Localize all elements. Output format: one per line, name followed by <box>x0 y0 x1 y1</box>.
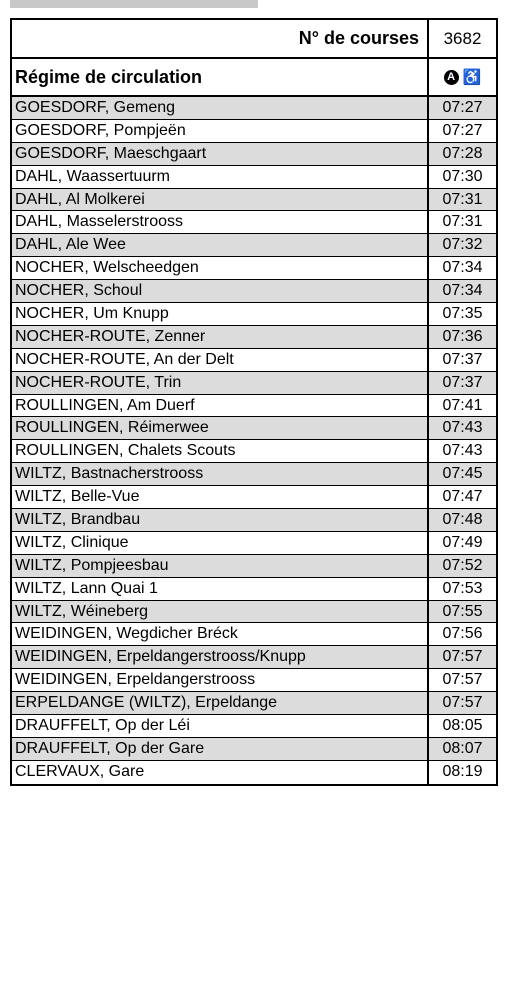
table-row <box>12 395 496 418</box>
stop-time: 07:34 <box>442 259 483 277</box>
table-row <box>12 349 496 372</box>
stop-name: DAHL, Masselerstrooss <box>12 211 429 233</box>
stop-name: WILTZ, Brandbau <box>12 509 429 531</box>
table-row <box>12 97 496 120</box>
stop-time: 07:48 <box>442 510 483 528</box>
stop-time: 07:37 <box>442 373 483 391</box>
table-row <box>12 601 496 624</box>
stop-time: 07:31 <box>442 213 483 231</box>
table-row <box>12 715 496 738</box>
courses-number: 3682 <box>443 28 482 48</box>
stop-time: 07:27 <box>442 121 483 139</box>
stop-name: WEIDINGEN, Wegdicher Bréck <box>12 623 429 645</box>
stop-time: 07:32 <box>442 236 483 254</box>
stop-time: 07:43 <box>442 442 483 460</box>
regime-icons <box>429 59 496 95</box>
top-strip <box>10 0 258 8</box>
stop-name: NOCHER, Welscheedgen <box>12 257 429 279</box>
table-row <box>12 143 496 166</box>
table-row <box>12 532 496 555</box>
table-row <box>12 440 496 463</box>
stop-name: ROULLINGEN, Chalets Scouts <box>12 440 429 462</box>
stop-time: 07:43 <box>442 419 483 437</box>
stop-name: WILTZ, Belle-Vue <box>12 486 429 508</box>
header-row-regime <box>12 59 496 97</box>
table-row <box>12 646 496 669</box>
stop-time: 07:55 <box>442 602 483 620</box>
stop-name: NOCHER-ROUTE, Trin <box>12 372 429 394</box>
stop-time: 07:45 <box>442 465 483 483</box>
stop-name: WILTZ, Wéineberg <box>12 601 429 623</box>
stop-time: 07:31 <box>442 190 483 208</box>
table-row <box>12 509 496 532</box>
stop-time: 07:37 <box>442 350 483 368</box>
stops-list <box>12 97 496 784</box>
stop-name: NOCHER-ROUTE, Zenner <box>12 326 429 348</box>
stop-time: 08:19 <box>442 763 483 781</box>
table-row <box>12 257 496 280</box>
stop-name: DAHL, Al Molkerei <box>12 189 429 211</box>
table-row <box>12 761 496 784</box>
table-row <box>12 738 496 761</box>
stop-name: DRAUFFELT, Op der Gare <box>12 738 429 760</box>
stop-name: WILTZ, Lann Quai 1 <box>12 578 429 600</box>
stop-time: 07:34 <box>442 282 483 300</box>
table-row <box>12 372 496 395</box>
table-row <box>12 578 496 601</box>
stop-time: 07:57 <box>442 648 483 666</box>
stop-name: NOCHER-ROUTE, An der Delt <box>12 349 429 371</box>
table-row <box>12 555 496 578</box>
stop-name: WILTZ, Pompjeesbau <box>12 555 429 577</box>
table-row <box>12 669 496 692</box>
stop-name: ERPELDANGE (WILTZ), Erpeldange <box>12 692 429 714</box>
stop-time: 07:52 <box>442 556 483 574</box>
stop-time: 07:28 <box>442 144 483 162</box>
stop-name: GOESDORF, Gemeng <box>12 97 429 119</box>
stop-time: 08:07 <box>442 739 483 757</box>
stop-name: WEIDINGEN, Erpeldangerstrooss/Knupp <box>12 646 429 668</box>
stop-name: NOCHER, Schoul <box>12 280 429 302</box>
table-row <box>12 463 496 486</box>
regime-label: Régime de circulation <box>12 59 429 95</box>
stop-name: DAHL, Ale Wee <box>12 234 429 256</box>
stop-time: 07:49 <box>442 533 483 551</box>
stop-time: 07:30 <box>442 167 483 185</box>
stop-time: 07:53 <box>442 579 483 597</box>
table-row <box>12 692 496 715</box>
table-row <box>12 623 496 646</box>
stop-name: DRAUFFELT, Op der Léi <box>12 715 429 737</box>
wheelchair-icon: ♿ <box>462 68 482 86</box>
table-row <box>12 280 496 303</box>
stop-name: WILTZ, Bastnacherstrooss <box>12 463 429 485</box>
stop-name: WEIDINGEN, Erpeldangerstrooss <box>12 669 429 691</box>
stop-name: NOCHER, Um Knupp <box>12 303 429 325</box>
table-row <box>12 234 496 257</box>
stop-time: 08:05 <box>442 716 483 734</box>
stop-time: 07:36 <box>442 327 483 345</box>
courses-label: N° de courses <box>12 20 429 57</box>
table-row <box>12 417 496 440</box>
stop-name: CLERVAUX, Gare <box>12 761 429 784</box>
table-row <box>12 166 496 189</box>
table-row <box>12 211 496 234</box>
table-row <box>12 303 496 326</box>
stop-time: 07:57 <box>442 694 483 712</box>
table-row <box>12 486 496 509</box>
stop-time: 07:35 <box>442 304 483 322</box>
stop-time: 07:27 <box>442 98 483 116</box>
table-row <box>12 120 496 143</box>
stop-name: ROULLINGEN, Am Duerf <box>12 395 429 417</box>
stop-name: WILTZ, Clinique <box>12 532 429 554</box>
stop-time: 07:57 <box>442 671 483 689</box>
timetable <box>10 18 498 786</box>
table-row <box>12 326 496 349</box>
header-row-courses <box>12 20 496 59</box>
stop-name: ROULLINGEN, Réimerwee <box>12 417 429 439</box>
stop-time: 07:56 <box>442 625 483 643</box>
stop-time: 07:47 <box>442 488 483 506</box>
table-row <box>12 189 496 212</box>
stop-name: GOESDORF, Pompjeën <box>12 120 429 142</box>
circle-a-icon: A <box>444 70 459 85</box>
stop-name: GOESDORF, Maeschgaart <box>12 143 429 165</box>
stop-time: 07:41 <box>442 396 483 414</box>
stop-name: DAHL, Waassertuurm <box>12 166 429 188</box>
